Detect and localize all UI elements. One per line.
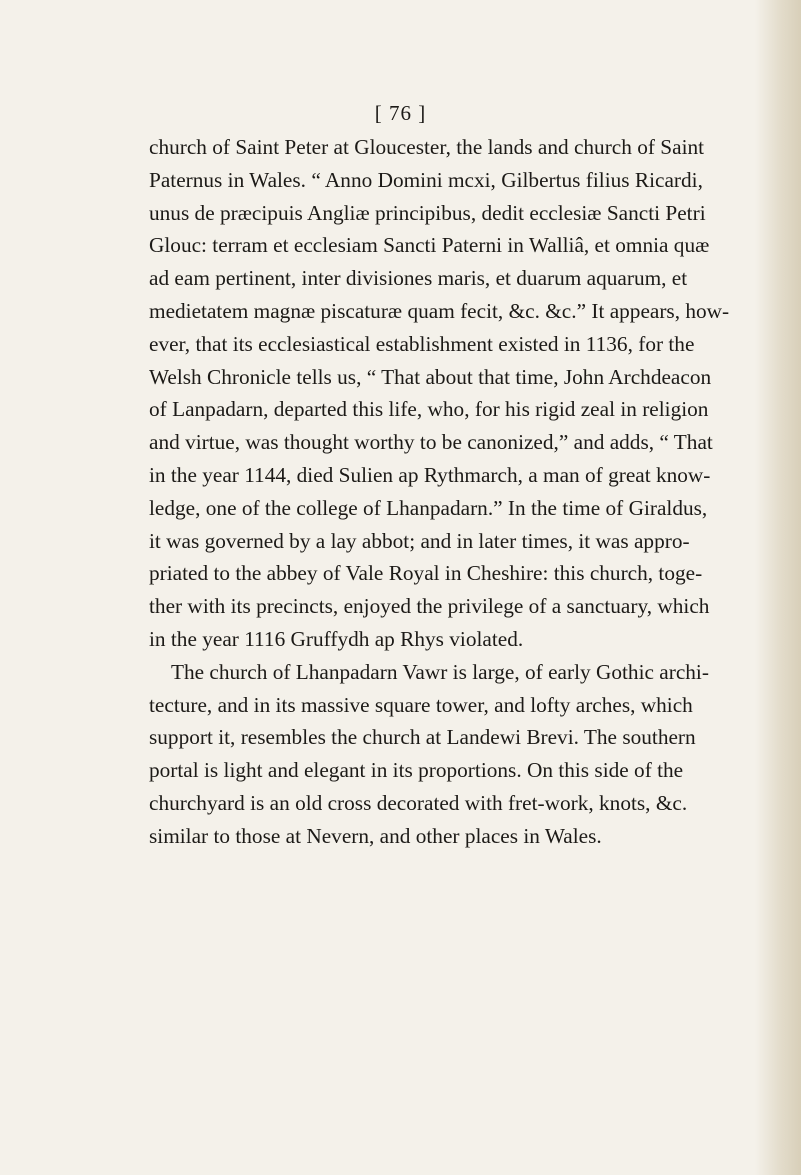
text-line: churchyard is an old cross decorated with fret-work, knots, &c. <box>149 790 688 815</box>
text-line: support it, resembles the church at Landewi Brevi. The southern <box>149 725 696 750</box>
text-line: unus de præcipuis Angliæ principibus, dedit ecclesiæ Sancti Petri <box>149 200 706 225</box>
text-line: in the year 1116 Gruffydh ap Rhys violated. <box>149 626 524 651</box>
text-line: similar to those at Nevern, and other places in Wales. <box>149 823 602 848</box>
text-line: Glouc: terram et ecclesiam Sancti Paterni in Walliâ, et omnia quæ <box>149 233 710 258</box>
text-line: church of Saint Peter at Gloucester, the lands and church of Saint <box>149 135 705 159</box>
text-line: ledge, one of the college of Lhanpadarn.” In the time of Giraldus, <box>149 495 708 520</box>
text-line: ad eam pertinent, inter divisiones maris, et duarum aquarum, et <box>149 266 688 291</box>
text-line: ever, that its ecclesiastical establishment existed in 1136, for the <box>149 331 695 356</box>
paragraph-start-line: The church of Lhanpadarn Vawr is large, of early Gothic archi- <box>171 659 709 684</box>
text-line: portal is light and elegant in its proportions. On this side of the <box>149 758 684 783</box>
text-line: Welsh Chronicle tells us, “ That about that time, John Archdeacon <box>149 364 712 389</box>
text-line: Paternus in Wales. “ Anno Domini mcxi, Gilbertus filius Ricardi, <box>149 167 703 192</box>
text-line: of Lanpadarn, departed this life, who, for his rigid zeal in religion <box>149 397 709 422</box>
text-line: ther with its precincts, enjoyed the privilege of a sanctuary, which <box>149 594 710 619</box>
text-line: tecture, and in its massive square tower, and lofty arches, which <box>149 692 693 717</box>
text-line: in the year 1144, died Sulien ap Rythmarch, a man of great know- <box>149 462 711 487</box>
text-line: it was governed by a lay abbot; and in later times, it was appro- <box>149 528 690 553</box>
text-line: medietatem magnæ piscaturæ quam fecit, &c. &c.” It appears, how- <box>149 298 730 323</box>
page-number: [ 76 ] <box>374 101 427 125</box>
text-line: priated to the abbey of Vale Royal in Cheshire: this church, toge- <box>149 561 703 586</box>
page-edge-shadow <box>755 0 801 1175</box>
text-line: and virtue, was thought worthy to be canonized,” and adds, “ That <box>149 430 713 455</box>
body-text <box>149 131 730 853</box>
